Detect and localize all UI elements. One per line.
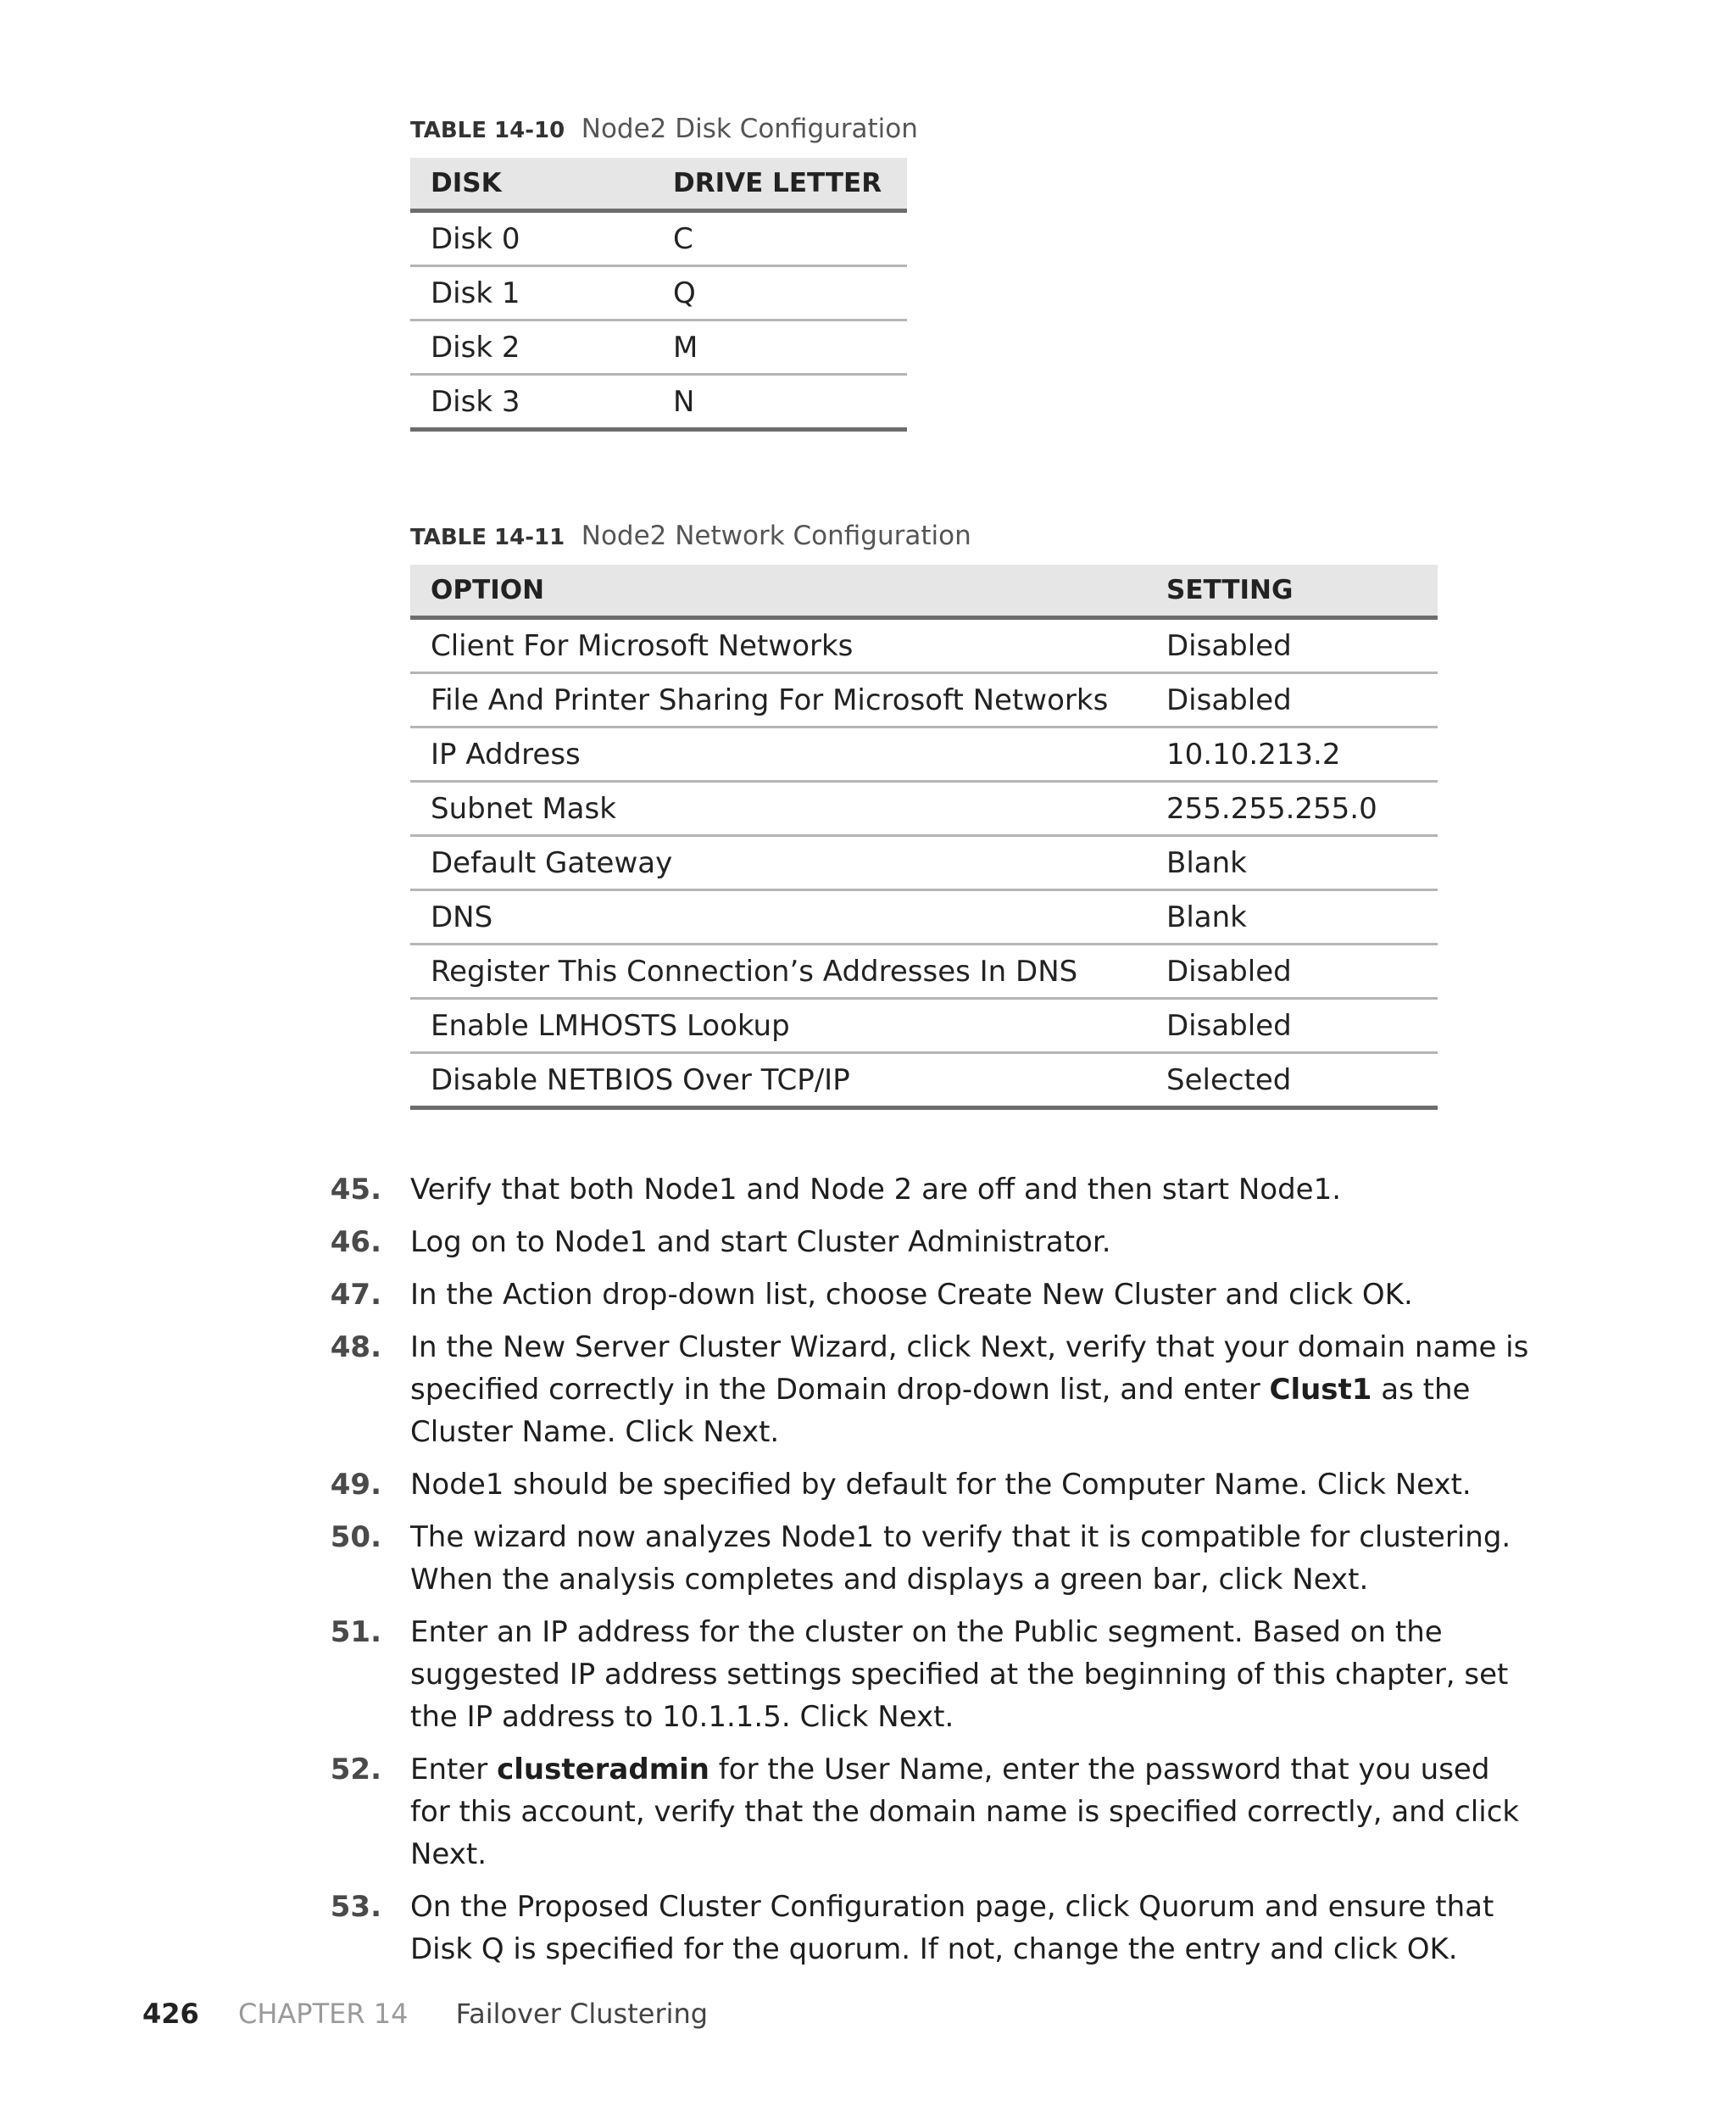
table-cell-value: 255.255.255.0 <box>1146 782 1438 836</box>
table-cell-value: Disabled <box>1146 618 1438 673</box>
table-caption-disk <box>410 114 918 144</box>
step-text: In the Action drop-down list, choose Create New Cluster and click OK. <box>410 1278 1413 1312</box>
table-cell-key: Client For Microsoft Networks <box>410 618 1146 673</box>
table-row <box>410 1053 1438 1108</box>
disk-configuration-table <box>410 158 907 432</box>
table-cell-key: File And Printer Sharing For Microsoft Networks <box>410 673 1146 727</box>
step-text: Node1 should be specified by default for the Computer Name. Click Next. <box>410 1468 1472 1502</box>
page-footer <box>142 1998 708 2030</box>
table-cell-key: Disk 1 <box>410 266 653 320</box>
step-number: 50. <box>330 1520 381 1554</box>
table-cell-value: C <box>653 211 907 266</box>
table-cell-value: Disabled <box>1146 999 1438 1053</box>
table-cell-key: Register This Connection’s Addresses In DNS <box>410 945 1146 999</box>
step-number: 46. <box>330 1225 381 1259</box>
table-caption-network <box>410 521 971 551</box>
column-header-drive-letter: DRIVE LETTER <box>653 158 907 211</box>
step-number: 49. <box>330 1468 381 1502</box>
step-number: 52. <box>330 1753 381 1786</box>
table-row <box>410 890 1438 945</box>
table-cell-key: Enable LMHOSTS Lookup <box>410 999 1146 1053</box>
step-emphasis: clusteradmin <box>497 1753 709 1786</box>
table-cell-value: Blank <box>1146 890 1438 945</box>
table-cell-key: IP Address <box>410 727 1146 782</box>
step-text: In the New Server Cluster Wizard, click Next, verify that your domain name is specified correctly in the Domain drop-down list, and enter <box>410 1330 1529 1407</box>
column-header-disk: DISK <box>410 158 653 211</box>
table-row <box>410 266 907 320</box>
table-cell-value: M <box>653 320 907 375</box>
column-header-setting: SETTING <box>1146 565 1438 618</box>
step-text: Verify that both Node1 and Node 2 are off and then start Node1. <box>410 1173 1342 1207</box>
table-cell-value: Q <box>653 266 907 320</box>
table-cell-key: Disk 0 <box>410 211 653 266</box>
table-row <box>410 673 1438 727</box>
step-item <box>0 1326 1529 1453</box>
table-cell-key: Disk 3 <box>410 375 653 430</box>
table-cell-key: Disk 2 <box>410 320 653 375</box>
step-text: The wizard now analyzes Node1 to verify that it is compatible for clustering. When the analysis completes and displays a green bar, click Next. <box>410 1520 1511 1597</box>
step-item <box>0 1748 1529 1876</box>
table-cell-value: Blank <box>1146 836 1438 890</box>
table-row <box>410 320 907 375</box>
step-number: 48. <box>330 1330 381 1364</box>
step-text: Log on to Node1 and start Cluster Administrator. <box>410 1225 1111 1259</box>
step-text: On the Proposed Cluster Configuration page, click Quorum and ensure that Disk Q is specified for the quorum. If not, change the entry and click OK. <box>410 1890 1494 1966</box>
step-item <box>0 1274 1529 1316</box>
step-number: 53. <box>330 1890 381 1924</box>
step-text: for the User Name, enter the password that you used for this account, verify that the domain name is specified correctly, and click Next. <box>410 1753 1520 1871</box>
network-configuration-table <box>410 565 1438 1110</box>
table-row <box>410 945 1438 999</box>
table-cell-value: 10.10.213.2 <box>1146 727 1438 782</box>
column-header-option: OPTION <box>410 565 1146 618</box>
step-text: Enter <box>410 1753 498 1786</box>
step-emphasis: Clust1 <box>1269 1373 1372 1407</box>
table-label: TABLE 14-11 <box>410 525 565 550</box>
procedure-steps <box>0 1168 1529 1981</box>
table-cell-key: Disable NETBIOS Over TCP/IP <box>410 1053 1146 1108</box>
table-cell-key: Subnet Mask <box>410 782 1146 836</box>
step-item <box>0 1168 1529 1211</box>
step-item <box>0 1611 1529 1738</box>
table-row <box>410 782 1438 836</box>
step-item <box>0 1886 1529 1970</box>
chapter-title: Failover Clustering <box>455 1998 709 2030</box>
table-cell-value: N <box>653 375 907 430</box>
table-cell-key: DNS <box>410 890 1146 945</box>
table-row <box>410 618 1438 673</box>
table-title: Node2 Disk Configuration <box>581 114 918 144</box>
table-cell-key: Default Gateway <box>410 836 1146 890</box>
step-item <box>0 1221 1529 1263</box>
table-cell-value: Disabled <box>1146 945 1438 999</box>
step-text: as the Cluster Name. Click Next. <box>410 1373 1471 1449</box>
table-title: Node2 Network Configuration <box>581 521 971 551</box>
table-row <box>410 727 1438 782</box>
table-row <box>410 375 907 430</box>
table-label: TABLE 14-10 <box>410 118 565 143</box>
step-number: 45. <box>330 1173 381 1207</box>
step-text: Enter an IP address for the cluster on the Public segment. Based on the suggested IP address settings specified at the beginning of this chapter, set the IP address to 10.1.1.5. Click Next. <box>410 1615 1509 1734</box>
step-number: 51. <box>330 1615 381 1649</box>
table-cell-value: Disabled <box>1146 673 1438 727</box>
chapter-label: CHAPTER 14 <box>237 1998 409 2030</box>
table-row <box>410 999 1438 1053</box>
table-header-row <box>410 158 907 211</box>
page-number: 426 <box>142 1998 199 2030</box>
table-header-row <box>410 565 1438 618</box>
step-number: 47. <box>330 1278 381 1312</box>
step-item <box>0 1463 1529 1506</box>
table-cell-value: Selected <box>1146 1053 1438 1108</box>
step-item <box>0 1516 1529 1601</box>
table-row <box>410 836 1438 890</box>
table-row <box>410 211 907 266</box>
